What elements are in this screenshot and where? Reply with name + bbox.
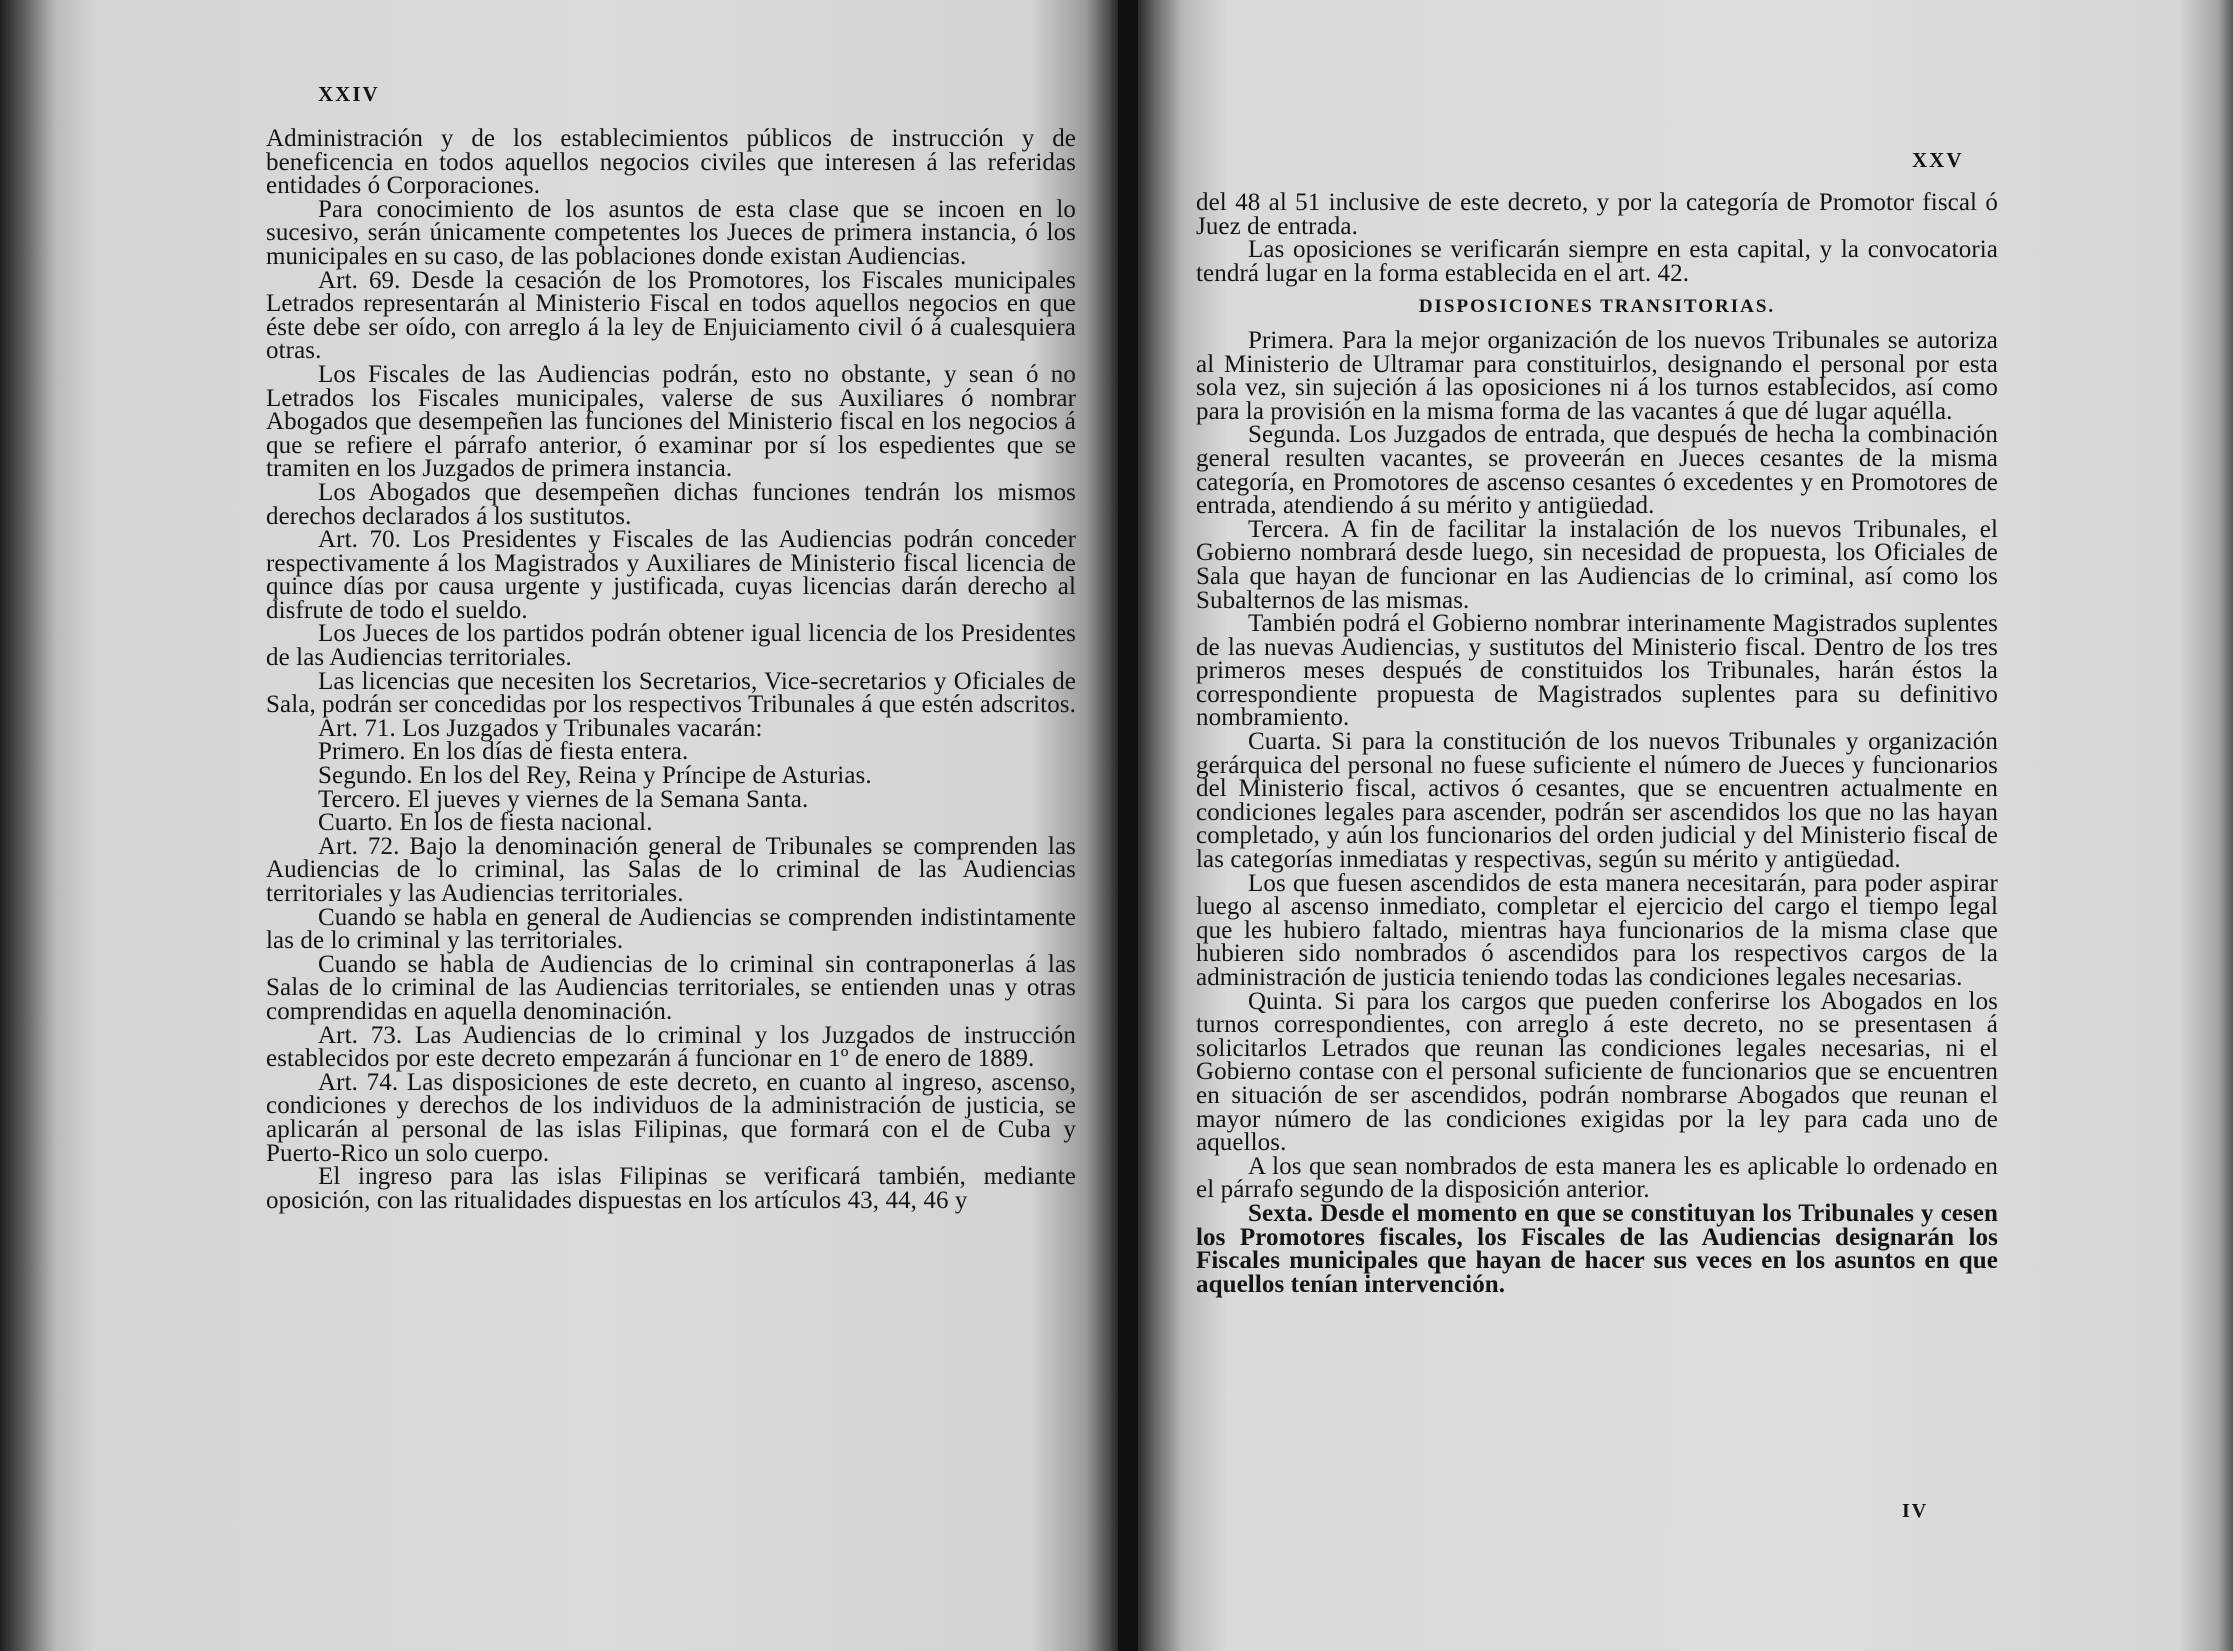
list-item: Segundo. En los del Rey, Reina y Príncipe de Asturias. (318, 762, 872, 790)
paragraph: Sexta. Desde el momento en que se constituyan los Tribunales y cesen los Promotores fiscales, los Fiscales de las Audiencias designarán los Fiscales municipales que hayan de hacer sus veces en los asuntos en que aquellos tenían intervención. (1196, 1199, 1998, 1298)
paragraph: A los que sean nombrados de esta manera les es aplicable lo ordenado en el párrafo segundo de la disposición anterior. (1196, 1152, 1998, 1204)
page-number: XXV (1912, 148, 1964, 172)
paragraph: Las licencias que necesiten los Secretarios, Vice-secretarios y Oficiales de Sala, podrán ser concedidas por los respectivos Tribunales á que estén adscritos. (266, 667, 1076, 719)
paragraph: El ingreso para las islas Filipinas se verificará también, mediante oposición, con las ritualidades dispuestas en los artículos 43, 44, 46 y (266, 1163, 1076, 1214)
paragraph: Primera. Para la mejor organización de los nuevos Tribunales se autoriza al Ministerio de Ultramar para constituirlos, designando el personal por esta sola vez, sin sujeción á las oposiciones ni á los turnos establecidos, así como para la provisión en la misma forma de las vacantes á que dé lugar aquélla. (1196, 326, 1998, 425)
page-number: XXIV (318, 82, 380, 106)
right-page-body (1196, 191, 1998, 1296)
paragraph: Los que fuesen ascendidos de esta manera necesitarán, para poder aspirar luego al ascenso inmediato, completar el ejercicio del cargo el tiempo legal que les hubiero faltado, mientras haya funcionarios de la misma clase que hubieren sido nombrados ó ascendidos para los respectivos cargos de la administración de justicia teniendo todas las condiciones legales necesarias. (1196, 869, 1998, 991)
signature-mark: IV (1902, 1500, 1929, 1522)
paragraph: Administración y de los establecimientos públicos de instrucción y de beneficencia en todos aquellos negocios civiles que interesen á las referidas entidades ó Corporaciones. (266, 125, 1076, 200)
paragraph: Art. 74. Las disposiciones de este decreto, en cuanto al ingreso, ascenso, condiciones y derechos de los individuos de la administración de justicia, se aplicarán al personal de las islas Filipinas, que formará con el de Cuba y Puerto-Rico un solo cuerpo. (266, 1068, 1076, 1167)
paragraph: Segunda. Los Juzgados de entrada, que después de hecha la combinación general resulten vacantes, se proveerán en Jueces cesantes de la misma categoría, en Promotores de ascenso cesantes ó excedentes y en Promotores de entrada, atendiendo á su mérito y antigüedad. (1196, 421, 1998, 520)
paragraph: Art. 69. Desde la cesación de los Promotores, los Fiscales municipales Letrados representarán al Ministerio Fiscal en todos aquellos negocios en que éste debe ser oído, con arreglo á la ley de Enjuiciamento civil ó á cualesquiera otras. (266, 266, 1076, 365)
paragraph: Quinta. Si para los cargos que pueden conferirse los Abogados en los turnos correspondientes, con arreglo á este decreto, no se presentasen á solicitarlos Letrados que reunan las condiciones legales necesarias, ni el Gobierno contase con el personal suficiente de funcionarios que se encuentren en situación de ser ascendidos, podrán nombrarse Abogados que reunan el mayor número de las condiciones exigidas por la ley para cada uno de aquellos. (1196, 987, 1998, 1157)
paragraph: Las oposiciones se verificarán siempre en esta capital, y la convocatoria tendrá lugar en la forma establecida en el art. 42. (1196, 236, 1998, 287)
list-item: Tercero. El jueves y viernes de la Semana Santa. (318, 785, 809, 813)
paragraph: Los Jueces de los partidos podrán obtener igual licencia de los Presidentes de las Audiencias territoriales. (266, 620, 1076, 672)
list-item: Primero. En los días de fiesta entera. (318, 738, 689, 766)
list-item: Cuarto. En los de fiesta nacional. (318, 809, 653, 837)
paragraph: También podrá el Gobierno nombrar interinamente Magistrados suplentes de las nuevas Audiencias, y sustitutos del Ministerio fiscal. Dentro de los tres primeros meses después de constituidos los Tribunales, harán éstos la correspondiente propuesta de Magistrados suplentes para su definitivo nombramiento. (1196, 610, 1998, 732)
paragraph: Tercera. A fin de facilitar la instalación de los nuevos Tribunales, el Gobierno nombrará desde luego, sin necesidad de propuesta, los Oficiales de Sala que hayan de funcionar en las Audiencias de lo criminal, así como los Subalternos de las mismas. (1196, 515, 1998, 614)
paragraph: del 48 al 51 inclusive de este decreto, y por la categoría de Promotor fiscal ó Juez de entrada. (1196, 189, 1998, 240)
paragraph: Los Fiscales de las Audiencias podrán, esto no obstante, y sean ó no Letrados los Fiscales municipales, valerse de sus Auxiliares ó nombrar Abogados que desempeñen las funciones del Ministerio fiscal en los negocios á que se refiere el párrafo anterior, ó examinar por sí los espedientes que se tramiten en los Juzgados de primera instancia. (266, 360, 1076, 483)
paragraph: Cuando se habla en general de Audiencias se comprenden indistintamente las de lo criminal y las territoriales. (266, 903, 1076, 955)
paragraph: Art. 73. Las Audiencias de lo criminal y los Juzgados de instrucción establecidos por este decreto empezarán á funcionar en 1º de enero de 1889. (266, 1021, 1076, 1073)
paragraph: Art. 72. Bajo la denominación general de Tribunales se comprenden las Audiencias de lo criminal, las Salas de lo criminal de las Audiencias territoriales y las Audiencias territoriales. (266, 832, 1076, 907)
paragraph: Art. 70. Los Presidentes y Fiscales de las Audiencias podrán conceder respectivamente á los Magistrados y Auxiliares de Ministerio fiscal licencia de quince días por causa urgente y justificada, cuyas licencias darán derecho al disfrute de todo el sueldo. (266, 526, 1076, 624)
paragraph: Cuando se habla de Audiencias de lo criminal sin contraponerlas á las Salas de lo criminal de las Audiencias territoriales, se entienden unas y otras comprendidas en aquella denominación. (266, 950, 1076, 1025)
paragraph: Para conocimiento de los asuntos de esta clase que se incoen en lo sucesivo, serán únicamente competentes los Jueces de primera instancia, ó los municipales en su caso, de las poblaciones donde existan Audiencias. (266, 195, 1076, 270)
left-page-body (266, 127, 1076, 1212)
section-heading: DISPOSICIONES TRANSITORIAS. (1418, 296, 1776, 318)
paragraph: Art. 71. Los Juzgados y Tribunales vacarán: (318, 714, 763, 742)
right-page (1138, 0, 2233, 1651)
book-gutter (1118, 0, 1138, 1651)
paragraph: Cuarta. Si para la constitución de los nuevos Tribunales y organización gerárquica del personal no fuese suficiente el número de Jueces y funcionarios del Ministerio fiscal, activos ó cesantes, que se encuentren actualmente en condiciones legales para ascender, podrán ser ascendidos los que no las hayan completado, y aún los funcionarios del orden judicial y del Ministerio fiscal de las categorías inmediatas y respectivas, según su mérito y antigüedad. (1196, 728, 1998, 874)
paragraph: Los Abogados que desempeñen dichas funciones tendrán los mismos derechos declarados á los sustitutos. (266, 478, 1076, 530)
